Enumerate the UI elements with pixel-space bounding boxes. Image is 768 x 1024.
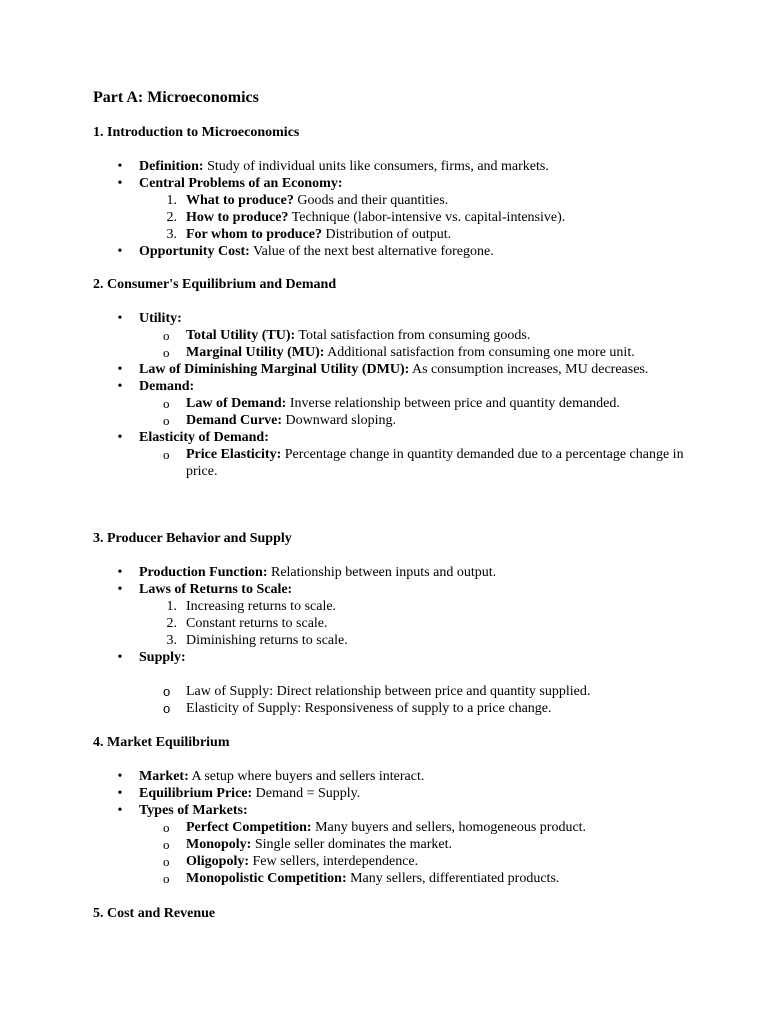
list-item (93, 378, 693, 429)
term-text: Elasticity of Supply: Responsiveness of supply to a price change. (186, 701, 552, 716)
page-title: Part A: Microeconomics (93, 89, 259, 106)
term-label: Utility: (139, 311, 182, 326)
section-heading: 4. Market Equilibrium (93, 735, 230, 750)
term-label: Laws of Returns to Scale: (139, 582, 293, 597)
sub-list-item (93, 615, 693, 632)
list-item (93, 175, 693, 243)
circle-bullet-marker: o (163, 684, 171, 699)
item-line (139, 378, 693, 395)
sub-list-item (93, 209, 693, 226)
list-item (93, 158, 693, 175)
term-text: Total satisfaction from consuming goods. (295, 328, 531, 343)
section-heading: 2. Consumer's Equilibrium and Demand (93, 277, 337, 292)
bullet-marker: • (117, 244, 123, 259)
term-text: As consumption increases, MU decreases. (409, 362, 649, 377)
circle-bullet-marker: o (163, 837, 170, 852)
bullet-marker: • (117, 379, 123, 394)
sub-list-item (93, 853, 693, 870)
list-item (93, 361, 693, 378)
sub-item-line (186, 446, 693, 480)
sub-list-item (93, 226, 693, 243)
bullet-marker: • (117, 311, 123, 326)
circle-bullet-marker: o (163, 413, 170, 428)
sub-list (139, 598, 693, 649)
sub-list (139, 395, 693, 429)
term-label: Supply: (139, 650, 186, 665)
term-label: What to produce? (186, 193, 294, 208)
section-heading: 3. Producer Behavior and Supply (93, 531, 292, 546)
bullet-marker: • (117, 565, 123, 580)
term-label: Market: (139, 769, 189, 784)
term-label: For whom to produce? (186, 227, 322, 242)
sub-list-item (93, 819, 693, 836)
item-line (139, 243, 693, 260)
sub-list-item (93, 836, 693, 853)
list-item (93, 429, 693, 480)
bullet-marker: • (117, 803, 123, 818)
item-line (139, 361, 693, 378)
term-text: Study of individual units like consumers, firms, and markets. (203, 159, 549, 174)
term-text: Technique (labor-intensive vs. capital-intensive). (288, 210, 566, 225)
sub-item-line (186, 327, 693, 344)
bullet-marker: • (117, 769, 123, 784)
term-label: Demand Curve: (186, 413, 283, 428)
term-text: Inverse relationship between price and quantity demanded. (286, 396, 620, 411)
bullet-list (93, 310, 693, 480)
sub-item-line (186, 226, 693, 243)
sub-list-item (93, 870, 693, 887)
number-marker: 3. (166, 633, 177, 648)
term-label: Total Utility (TU): (186, 328, 296, 343)
term-label: Marginal Utility (MU): (186, 345, 325, 360)
list-item (93, 564, 693, 581)
list-item (93, 581, 693, 649)
bullet-marker: • (117, 582, 123, 597)
number-marker: 2. (166, 616, 177, 631)
item-line (139, 564, 693, 581)
term-label: Types of Markets: (139, 803, 248, 818)
term-text: Relationship between inputs and output. (267, 565, 497, 580)
sub-list (139, 446, 693, 480)
bullet-list (93, 158, 693, 260)
sub-item-line (186, 615, 693, 632)
list-item (93, 310, 693, 361)
sub-item-line (186, 836, 693, 853)
number-marker: 2. (166, 210, 177, 225)
list-item (93, 768, 693, 785)
term-text: Goods and their quantities. (293, 193, 449, 208)
sub-list (139, 819, 693, 887)
term-label: Elasticity of Demand: (139, 430, 269, 445)
section-heading: 5. Cost and Revenue (93, 906, 216, 921)
item-line (139, 802, 693, 819)
term-text: Demand = Supply. (252, 786, 361, 801)
sub-list (139, 683, 693, 717)
list-item (93, 243, 693, 260)
sub-list (139, 192, 693, 243)
term-text: Law of Supply: Direct relationship between price and quantity supplied. (186, 684, 591, 699)
sub-list-item (93, 446, 693, 480)
term-label: Perfect Competition: (186, 820, 312, 835)
sub-list-item (93, 598, 693, 615)
bullet-list (93, 768, 693, 887)
bullet-marker: • (117, 786, 123, 801)
circle-bullet-marker: o (163, 701, 171, 716)
bullet-marker: • (117, 159, 123, 174)
term-label: How to produce? (186, 210, 289, 225)
sub-list-item (93, 327, 693, 344)
term-label: Production Function: (139, 565, 268, 580)
spacer (139, 666, 693, 683)
sub-item-line (186, 632, 693, 649)
circle-bullet-marker: o (163, 328, 170, 343)
sub-item-line (186, 870, 693, 887)
sub-item-line (186, 412, 693, 429)
item-line (139, 175, 693, 192)
item-line (139, 768, 693, 785)
sub-item-line (186, 344, 693, 361)
sub-item-line (186, 395, 693, 412)
sub-list (139, 327, 693, 361)
section-3 (93, 530, 693, 717)
term-text: Distribution of output. (321, 227, 452, 242)
bullet-marker: • (117, 362, 123, 377)
item-line (139, 429, 693, 446)
section-heading: 1. Introduction to Microeconomics (93, 125, 300, 140)
term-label: Monopolistic Competition: (186, 871, 347, 886)
sub-item-line (186, 209, 693, 226)
term-text: Few sellers, interdependence. (249, 854, 419, 869)
list-item (93, 785, 693, 802)
sub-list-item (93, 192, 693, 209)
term-label: Monopoly: (186, 837, 252, 852)
number-marker: 1. (166, 193, 177, 208)
number-marker: 3. (166, 227, 177, 242)
circle-bullet-marker: o (163, 820, 170, 835)
sub-list-item (93, 344, 693, 361)
term-text: Single seller dominates the market. (251, 837, 452, 852)
sub-item-line (186, 683, 693, 700)
sub-list-item (93, 395, 693, 412)
sub-list-item (93, 412, 693, 429)
sub-list-item (93, 632, 693, 649)
term-label: Demand: (139, 379, 195, 394)
bullet-marker: • (117, 176, 123, 191)
sub-item-line (186, 853, 693, 870)
item-line (139, 310, 693, 327)
circle-bullet-marker: o (163, 345, 170, 360)
term-text: Many buyers and sellers, homogeneous product. (311, 820, 587, 835)
term-label: Law of Demand: (186, 396, 287, 411)
section-1 (93, 124, 693, 260)
circle-bullet-marker: o (163, 854, 170, 869)
sub-item-line (186, 192, 693, 209)
term-text: Value of the next best alternative foregone. (249, 244, 494, 259)
sub-item-line (186, 598, 693, 615)
section-4 (93, 734, 693, 887)
circle-bullet-marker: o (163, 396, 170, 411)
list-item (93, 649, 693, 717)
term-text: Percentage change in quantity demanded due to a percentage change in price. (186, 447, 684, 479)
term-text: Downward sloping. (282, 413, 396, 428)
section-5 (93, 905, 693, 922)
bullet-list (93, 564, 693, 717)
term-text: Constant returns to scale. (186, 616, 328, 631)
term-text: Diminishing returns to scale. (186, 633, 348, 648)
sub-item-line (186, 819, 693, 836)
term-label: Opportunity Cost: (139, 244, 250, 259)
section-2 (93, 276, 693, 480)
sub-item-line (186, 700, 693, 717)
sub-list-item (93, 700, 693, 717)
item-line (139, 158, 693, 175)
term-label: Price Elasticity: (186, 447, 282, 462)
term-text: Increasing returns to scale. (186, 599, 337, 614)
term-label: Equilibrium Price: (139, 786, 253, 801)
term-label: Law of Diminishing Marginal Utility (DMU): (139, 362, 410, 377)
item-line (139, 649, 693, 666)
bullet-marker: • (117, 650, 123, 665)
term-text: Additional satisfaction from consuming one more unit. (324, 345, 635, 360)
sub-list-item (93, 683, 693, 700)
item-line (139, 581, 693, 598)
term-text: Many sellers, differentiated products. (346, 871, 560, 886)
number-marker: 1. (166, 599, 177, 614)
term-label: Oligopoly: (186, 854, 250, 869)
term-label: Definition: (139, 159, 204, 174)
list-item (93, 802, 693, 887)
term-text: A setup where buyers and sellers interact. (188, 769, 425, 784)
bullet-marker: • (117, 430, 123, 445)
circle-bullet-marker: o (163, 447, 170, 462)
circle-bullet-marker: o (163, 871, 170, 886)
item-line (139, 785, 693, 802)
term-label: Central Problems of an Economy: (139, 176, 343, 191)
